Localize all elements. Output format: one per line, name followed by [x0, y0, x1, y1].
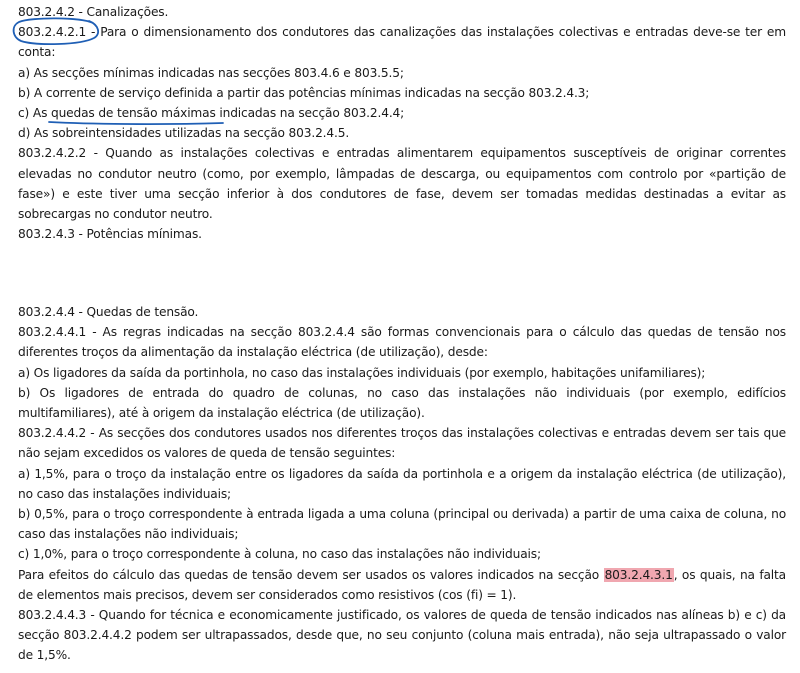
- section-quedas-de-tensao: [18, 302, 786, 666]
- list-item-a: a) Os ligadores da saída da portinhola, no caso das instalações individuais (por exemplo, habitações unifamiliares);: [18, 365, 706, 380]
- underlined-phrase: [51, 103, 216, 123]
- circled-reference: [18, 22, 86, 42]
- highlighted-reference: 803.2.4.3.1: [604, 567, 673, 582]
- list-item-d: d) As sobreintensidades utilizadas na secção 803.2.4.5.: [18, 126, 350, 141]
- list-item-c-prefix: c) As: [18, 105, 51, 120]
- list-item-c-suffix: indicadas na secção 803.2.4.4;: [215, 105, 405, 120]
- list-item-b: b) Os ligadores de entrada do quadro de colunas, no caso das instalações não individuais (por exemplo, edifícios multifamiliares), até à origem da instalação eléctrica (de utilização).: [18, 385, 786, 420]
- section-heading-potencias: 803.2.4.3 - Potências mínimas.: [18, 227, 202, 242]
- list-item-c-percent: c) 1,0%, para o troço correspondente à coluna, no caso das instalações não individuais;: [18, 547, 541, 562]
- list-item-b-percent: b) 0,5%, para o troço correspondente à entrada ligada a uma coluna (principal ou derivada) a partir de uma caixa de coluna, no caso das instalações não individuais;: [18, 507, 786, 542]
- paragraph-803-2-4-2-2: 803.2.4.2.2 - Quando as instalações colectivas e entradas alimentarem equipamentos susceptíveis de originar correntes elevadas no condutor neutro (como, por exemplo, lâmpadas de descarga, ou equipamentos com controlo por «partição de fase») e este tiver uma secção inferior à dos condutores de fase, devem ser tomadas medidas destinadas a evitar as sobrecargas no condutor neutro.: [18, 146, 786, 221]
- paragraph-803-2-4-4-2: 803.2.4.4.2 - As secções dos condutores usados nos diferentes troços das instalações colectivas e entradas devem ser tais que não sejam excedidos os valores de queda de tensão seguintes:: [18, 426, 786, 461]
- paragraph-text-before: Para efeitos do cálculo das quedas de tensão devem ser usados os valores indicados na secção: [18, 567, 604, 582]
- reference-number: 803.2.4.2.1: [18, 25, 87, 40]
- section-canalizacoes: [18, 2, 786, 244]
- list-item-a-percent: a) 1,5%, para o troço da instalação entre os ligadores da saída da portinhola e a origem da instalação eléctrica (de utilização), no caso das instalações individuais;: [18, 466, 786, 501]
- list-item-c: [18, 103, 786, 123]
- paragraph-803-2-4-4-1: 803.2.4.4.1 - As regras indicadas na secção 803.2.4.4 são formas convencionais para o cálculo das quedas de tensão nos diferentes troços da alimentação da instalação eléctrica (de utilização), desde:: [18, 325, 786, 360]
- section-heading: 803.2.4.2 - Canalizações.: [18, 5, 169, 19]
- paragraph-text-after: , os quais, na falta de elementos mais precisos, devem ser considerados como resistivos (cos (fi) = 1).: [18, 567, 786, 602]
- paragraph-text: - Para o dimensionamento dos condutores das canalizações das instalações colectivas e entradas deve-se ter em conta:: [18, 25, 786, 60]
- paragraph-803-2-4-4-3: 803.2.4.4.3 - Quando for técnica e economicamente justificado, os valores de queda de tensão indicados nas alíneas b) e c) da secção 803.2.4.4.2 podem ser ultrapassados, desde que, no seu conjunto (coluna mais entrada), não seja ultrapassado o valor de 1,5%.: [18, 608, 786, 663]
- paragraph-803-2-4-2-1: [18, 22, 786, 62]
- paragraph-calculation-values: [18, 565, 786, 605]
- underlined-text: quedas de tensão máximas: [51, 105, 216, 120]
- section-heading: 803.2.4.4 - Quedas de tensão.: [18, 305, 199, 319]
- list-item-a: a) As secções mínimas indicadas nas secções 803.4.6 e 803.5.5;: [18, 65, 404, 80]
- list-item-b: b) A corrente de serviço definida a partir das potências mínimas indicadas na secção 803.2.4.3;: [18, 85, 590, 100]
